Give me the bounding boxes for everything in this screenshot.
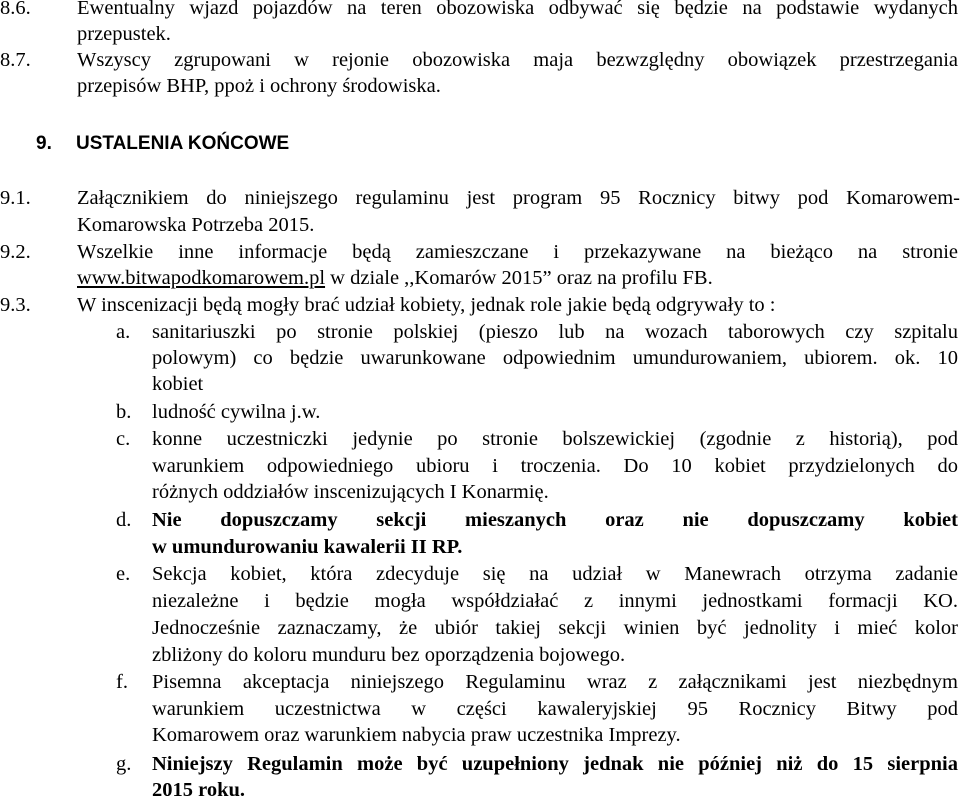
paragraph-text: przepisów BHP, ppoż i ochrony środowiska. bbox=[77, 75, 441, 97]
paragraph-text: Załącznikiem do niniejszego regulaminu jest program 95 Rocznicy bitwy pod Komarowem- bbox=[77, 187, 960, 209]
list-item-text: zbliżony do koloru munduru bez oporządzenia bojowego. bbox=[152, 644, 626, 666]
list-item-e-line-4 bbox=[0, 642, 960, 669]
list-item-c-line-1 bbox=[0, 426, 960, 453]
list-item-text: ludność cywilna j.w. bbox=[152, 401, 321, 423]
list-item-text: sanitariuszki po stronie polskiej (pieszo lub na wozach taborowych czy szpitalu bbox=[152, 321, 958, 343]
list-item-f-line-3 bbox=[0, 722, 960, 749]
list-item-text: Pisemna akceptacja niniejszego Regulaminu wraz z załącznikami jest niezbędnym bbox=[152, 671, 958, 693]
paragraph-8-6-line-1 bbox=[0, 0, 960, 22]
list-item-a-line-2 bbox=[0, 345, 960, 372]
list-item-letter: e. bbox=[116, 563, 131, 585]
list-item-d-line-1 bbox=[0, 507, 960, 534]
list-item-text: Komarowem oraz warunkiem nabycia praw uczestnika Imprezy. bbox=[152, 724, 681, 746]
section-heading bbox=[0, 130, 960, 157]
section-heading-number: 9. bbox=[36, 133, 52, 154]
list-item-text: warunkiem uczestnictwa w części kawaleryjskiej 95 Rocznicy Bitwy pod bbox=[152, 698, 958, 720]
paragraph-text: W inscenizacji będą mogły brać udział kobiety, jednak role jakie będą odgrywały to : bbox=[77, 294, 776, 316]
paragraph-text: przepustek. bbox=[77, 23, 171, 45]
list-item-letter: b. bbox=[116, 401, 132, 423]
list-item-e-line-2 bbox=[0, 588, 960, 615]
paragraph-number: 9.3. bbox=[0, 294, 31, 316]
list-item-text: polowym) co będzie uwarunkowane odpowiednim umundurowaniem, ubiorem. ok. 10 bbox=[152, 347, 958, 369]
list-item-c-line-3 bbox=[0, 479, 960, 506]
paragraph-text bbox=[77, 265, 960, 292]
list-item-text: w umundurowaniu kawalerii II RP. bbox=[152, 536, 463, 558]
paragraph-8-7-line-2 bbox=[0, 73, 960, 100]
paragraph-8-6-line-2 bbox=[0, 21, 960, 48]
paragraph-number: 8.6. bbox=[0, 0, 31, 19]
paragraph-text: Komarowska Potrzeba 2015. bbox=[77, 214, 315, 236]
list-item-g-line-2 bbox=[0, 777, 960, 804]
list-item-f-line-1 bbox=[0, 669, 960, 696]
list-item-text: niezależne i będzie mogła współdziałać z innymi jednostkami formacji KO. bbox=[152, 590, 958, 612]
list-item-d-line-2 bbox=[0, 534, 960, 561]
list-item-e-line-3 bbox=[0, 615, 960, 642]
paragraph-number: 8.7. bbox=[0, 49, 31, 71]
paragraph-number: 9.1. bbox=[0, 187, 31, 209]
list-item-letter: d. bbox=[116, 509, 132, 531]
list-item-c-line-2 bbox=[0, 453, 960, 480]
paragraph-9-3-intro bbox=[0, 292, 960, 319]
list-item-b-line-1 bbox=[0, 399, 960, 426]
list-item-text: kobiet bbox=[152, 373, 204, 395]
paragraph-9-2-line-2 bbox=[0, 265, 960, 292]
list-item-a-line-1 bbox=[0, 319, 960, 346]
list-item-letter: g. bbox=[116, 753, 132, 775]
list-item-text: konne uczestniczki jedynie po stronie bolszewickiej (zgodnie z historią), pod bbox=[152, 428, 958, 450]
paragraph-number: 9.2. bbox=[0, 241, 31, 263]
paragraph-8-7-line-1 bbox=[0, 47, 960, 74]
section-heading-title: USTALENIA KOŃCOWE bbox=[76, 133, 290, 154]
list-item-text: różnych oddziałów inscenizujących I Konarmię. bbox=[152, 481, 549, 503]
paragraph-text: Wszelkie inne informacje będą zamieszczane i przekazywane na bieżąco na stronie bbox=[77, 241, 958, 263]
list-item-letter: c. bbox=[116, 428, 131, 450]
paragraph-text-rest: w dziale ,,Komarów 2015” oraz na profilu FB. bbox=[325, 267, 713, 289]
list-item-a-line-3 bbox=[0, 371, 960, 398]
list-item-f-line-2 bbox=[0, 696, 960, 723]
list-item-text: warunkiem odpowiedniego ubioru i troczenia. Do 10 kobiet przydzielonych do bbox=[152, 455, 958, 477]
list-item-text: Nie dopuszczamy sekcji mieszanych oraz nie dopuszczamy kobiet bbox=[152, 509, 958, 531]
paragraph-text: Wszyscy zgrupowani w rejonie obozowiska maja bezwzględny obowiązek przestrzegania bbox=[77, 49, 958, 71]
paragraph-9-1-line-2 bbox=[0, 212, 960, 239]
list-item-e-line-1 bbox=[0, 561, 960, 588]
list-item-text: Niniejszy Regulamin może być uzupełniony jednak nie później niż do 15 sierpnia bbox=[152, 753, 958, 775]
list-item-g-line-1 bbox=[0, 751, 960, 778]
paragraph-text: Ewentualny wjazd pojazdów na teren obozowiska odbywać się będzie na podstawie wydanych bbox=[77, 0, 958, 19]
list-item-letter: f. bbox=[116, 671, 128, 693]
list-item-text: Jednocześnie zaznaczamy, że ubiór takiej sekcji winien być jednolity i mieć kolor bbox=[152, 617, 958, 639]
list-item-text: Sekcja kobiet, która zdecyduje się na udział w Manewrach otrzyma zadanie bbox=[152, 563, 958, 585]
list-item-text: 2015 roku. bbox=[152, 779, 246, 801]
website-link[interactable]: www.bitwapodkomarowem.pl bbox=[77, 267, 326, 289]
paragraph-9-1-line-1 bbox=[0, 185, 960, 212]
paragraph-9-2-line-1 bbox=[0, 239, 960, 266]
list-item-letter: a. bbox=[116, 321, 131, 343]
